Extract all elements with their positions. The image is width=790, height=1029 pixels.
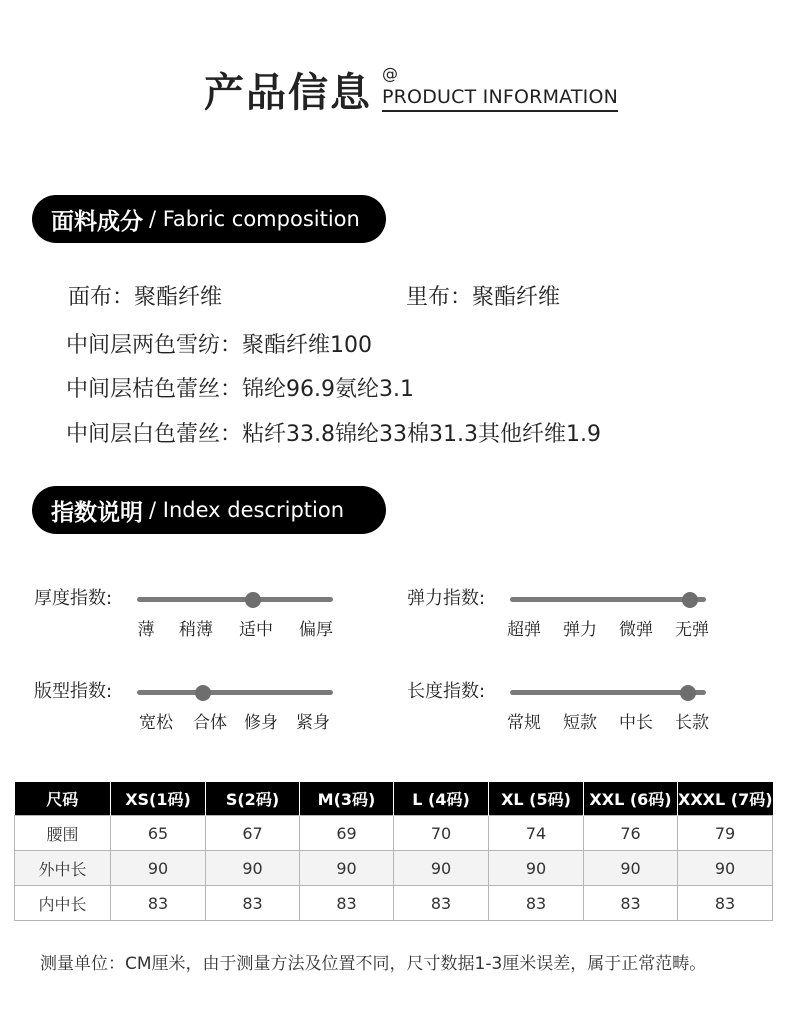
measurement-note: 测量单位：CM厘米，由于测量方法及位置不同，尺寸数据1-3厘米误差，属于正常范畴。	[40, 954, 707, 974]
table-cell: 90	[300, 851, 394, 886]
fabric-section-title-cn: 面料成分	[51, 208, 143, 235]
fit-tick: 宽松	[139, 713, 173, 733]
fit-tick: 紧身	[296, 713, 330, 733]
elasticity-index-track	[510, 597, 706, 602]
table-cell: 70	[394, 816, 489, 851]
fabric-shell: 面布：聚酯纤维	[68, 285, 223, 310]
length-tick: 长款	[675, 713, 709, 733]
table-cell: 83	[394, 886, 489, 921]
fabric-lining: 里布：聚酯纤维	[406, 285, 561, 310]
size-table-header-row	[15, 782, 773, 816]
thickness-tick: 偏厚	[299, 620, 333, 640]
thickness-index-knob	[245, 592, 261, 608]
length-index-track	[510, 690, 706, 695]
fit-index-knob	[195, 685, 211, 701]
table-cell: 69	[300, 816, 394, 851]
elasticity-index-knob	[682, 592, 698, 608]
table-cell: 67	[206, 816, 300, 851]
table-cell: 90	[394, 851, 489, 886]
thickness-index-label: 厚度指数:	[34, 588, 113, 609]
size-table-header: XXXL (7码)	[678, 782, 773, 816]
fabric-middle-white-lace: 中间层白色蕾丝：粘纤33.8锦纶33棉31.3其他纤维1.9	[66, 422, 601, 447]
index-section-title-en: / Index description	[149, 498, 344, 522]
table-cell: 90	[111, 851, 206, 886]
table-row	[15, 886, 773, 921]
fabric-middle-orange-lace: 中间层桔色蕾丝：锦纶96.9氨纶3.1	[66, 377, 414, 402]
table-cell: 90	[584, 851, 678, 886]
table-cell: 74	[489, 816, 584, 851]
size-table-header: 尺码	[15, 782, 111, 816]
table-cell: 90	[678, 851, 773, 886]
table-row	[15, 816, 773, 851]
fit-tick: 合体	[193, 713, 227, 733]
fit-tick: 修身	[244, 713, 278, 733]
elasticity-index-label: 弹力指数:	[407, 588, 486, 609]
length-tick: 常规	[507, 713, 541, 733]
index-section-header	[32, 486, 386, 534]
table-cell: 83	[584, 886, 678, 921]
table-row	[15, 851, 773, 886]
table-cell: 79	[678, 816, 773, 851]
page-subtitle: PRODUCT INFORMATION	[382, 85, 618, 112]
table-cell: 76	[584, 816, 678, 851]
fit-index-track	[137, 690, 333, 695]
size-table-header: L (4码)	[394, 782, 489, 816]
table-cell: 内中长	[15, 886, 111, 921]
table-cell: 83	[300, 886, 394, 921]
elasticity-tick: 弹力	[563, 620, 597, 640]
size-table-header: XS(1码)	[111, 782, 206, 816]
size-table-header: XXL (6码)	[584, 782, 678, 816]
elasticity-tick: 超弹	[507, 620, 541, 640]
size-table-header: S(2码)	[206, 782, 300, 816]
table-cell: 90	[206, 851, 300, 886]
length-index-label: 长度指数:	[407, 681, 486, 702]
table-cell: 外中长	[15, 851, 111, 886]
size-table-header: M(3码)	[300, 782, 394, 816]
table-cell: 83	[678, 886, 773, 921]
table-cell: 腰围	[15, 816, 111, 851]
table-cell: 65	[111, 816, 206, 851]
length-tick: 中长	[619, 713, 653, 733]
at-symbol: @	[382, 64, 398, 83]
fabric-section-title-en: / Fabric composition	[149, 207, 360, 231]
elasticity-tick: 无弹	[675, 620, 709, 640]
fabric-middle-chiffon: 中间层两色雪纺：聚酯纤维100	[66, 333, 372, 358]
table-cell: 83	[111, 886, 206, 921]
thickness-tick: 薄	[137, 620, 155, 640]
index-section-title-cn: 指数说明	[51, 499, 143, 526]
table-cell: 90	[489, 851, 584, 886]
thickness-tick: 稍薄	[179, 620, 213, 640]
fit-index-label: 版型指数:	[34, 681, 113, 702]
size-table-header: XL (5码)	[489, 782, 584, 816]
table-cell: 83	[489, 886, 584, 921]
elasticity-tick: 微弹	[619, 620, 653, 640]
page-title: 产品信息	[204, 70, 372, 116]
length-tick: 短款	[563, 713, 597, 733]
fabric-section-header	[32, 195, 386, 243]
thickness-index-track	[137, 597, 333, 602]
length-index-knob	[680, 685, 696, 701]
table-cell: 83	[206, 886, 300, 921]
thickness-tick: 适中	[239, 620, 273, 640]
size-table	[14, 782, 773, 921]
